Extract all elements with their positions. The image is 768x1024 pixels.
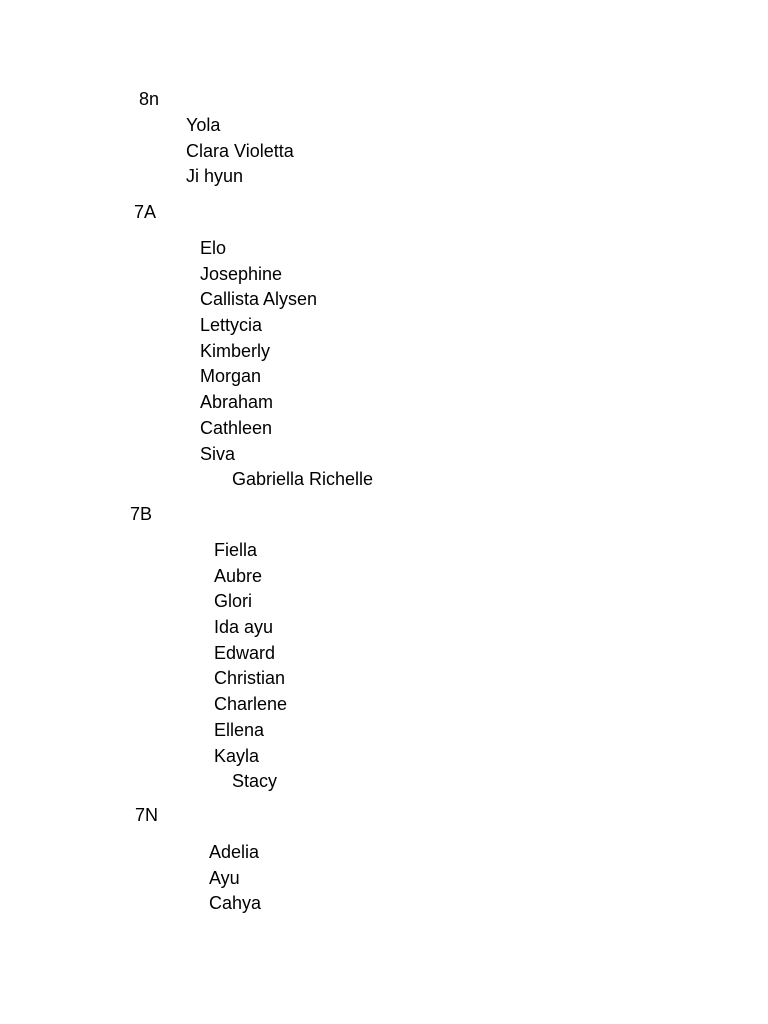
student-name: Josephine — [200, 263, 283, 284]
student-name: Callista Alysen — [200, 289, 318, 310]
student-name: Ellena — [214, 719, 265, 740]
section-heading-7b: 7B — [130, 504, 153, 524]
student-name: Ji hyun — [186, 166, 244, 187]
student-name: Cahya — [209, 893, 262, 914]
student-name: Abraham — [200, 392, 274, 413]
student-name: Fiella — [214, 540, 258, 560]
student-name: Kayla — [214, 745, 260, 766]
student-name: Aubre — [214, 565, 263, 586]
student-name: Gabriella Richelle — [232, 469, 374, 490]
student-name: Christian — [214, 668, 286, 689]
student-name: Adelia — [209, 842, 260, 862]
section-heading-8n: 8n — [139, 89, 160, 109]
student-name: Kimberly — [200, 340, 271, 361]
student-name: Siva — [200, 443, 236, 464]
section-heading-7a: 7A — [134, 202, 157, 222]
student-name: Glori — [214, 591, 253, 612]
student-name: Ayu — [209, 867, 240, 888]
section-heading-7n: 7N — [135, 805, 159, 825]
student-name: Lettycia — [200, 315, 263, 336]
student-name: Cathleen — [200, 417, 273, 438]
student-name: Stacy — [232, 771, 278, 792]
student-name: Ida ayu — [214, 617, 274, 638]
student-name: Charlene — [214, 694, 288, 715]
student-name: Morgan — [200, 366, 262, 387]
student-name: Elo — [200, 238, 227, 258]
student-name: Edward — [214, 642, 276, 663]
student-name: Clara Violetta — [186, 140, 294, 161]
student-name: Yola — [186, 115, 221, 135]
